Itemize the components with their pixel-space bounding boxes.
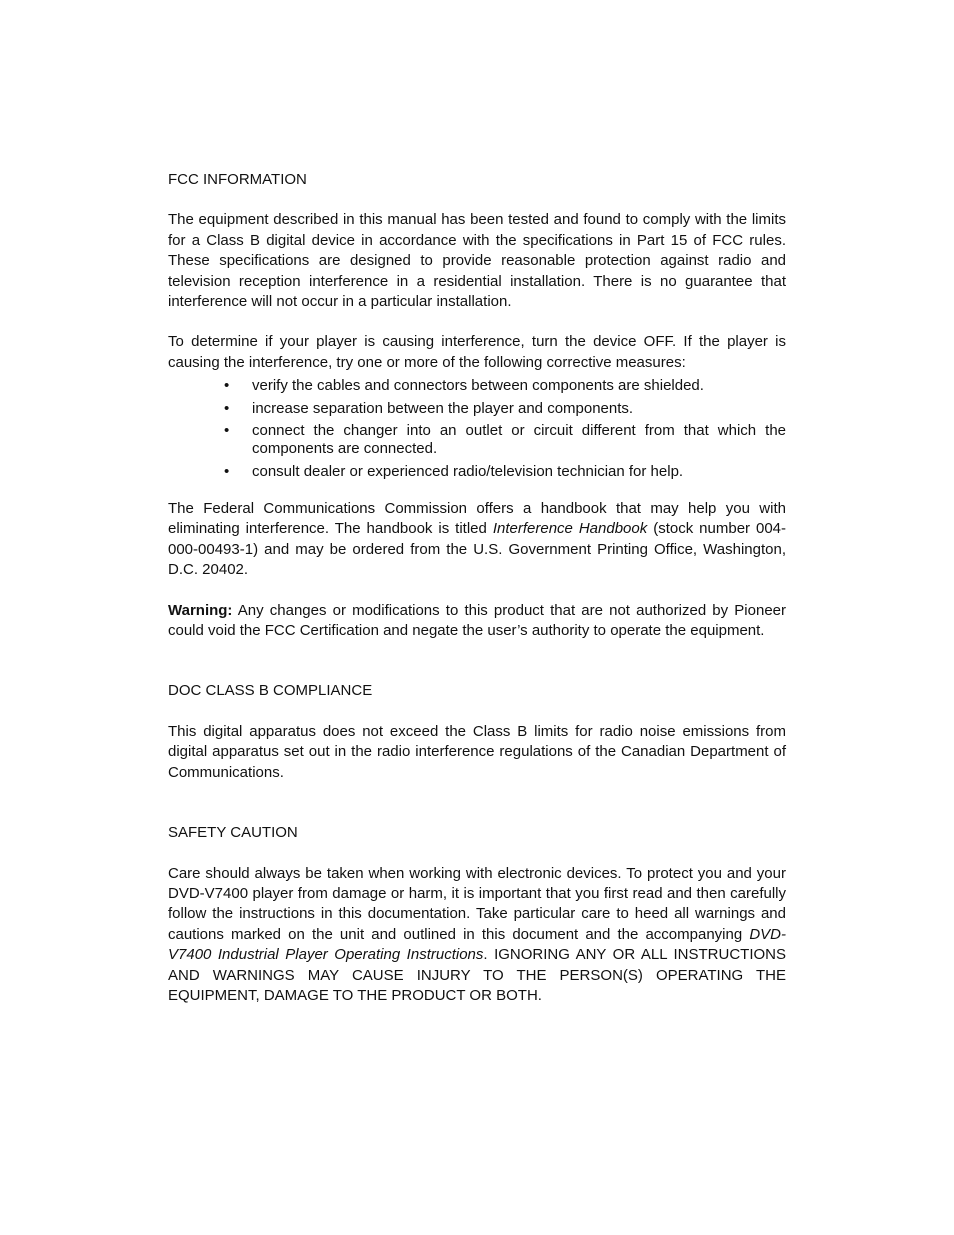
bullet-icon: • (224, 422, 230, 440)
fcc-heading: FCC INFORMATION (168, 171, 307, 188)
handbook-title: Interference Handbook (492, 520, 648, 538)
safety-text-before: Care should always be taken when working with electronic devices. To protect you and your DVD-V7400 player from damage or harm, it is important that you first read and then carefully follow the instructions in this documentation. Take particular care to heed all warnings and cautions marked on the unit and outlined in this document and the accompanying (168, 864, 786, 943)
list-item (168, 400, 786, 418)
list-item-text: increase separation between the player and components. (252, 399, 634, 417)
list-item (168, 463, 786, 481)
handbook-text-after: (stock number 004-000-00493-1) and may be ordered from the U.S. Government Printing Office, Washington, D.C. 20402. (168, 520, 787, 579)
document-page (168, 170, 786, 1006)
list-item-text: connect the changer into an outlet or circuit different from that which the components are connected. (252, 422, 786, 458)
doc-paragraph: This digital apparatus does not exceed the Class B limits for radio noise emissions from digital apparatus set out in the radio interference regulations of the Canadian Department of Communications. (168, 722, 786, 781)
fcc-paragraph-determine: To determine if your player is causing interference, turn the device OFF. If the player is causing the interference, try one or more of the following corrective measures: (168, 333, 786, 371)
fcc-paragraph-handbook (168, 499, 786, 581)
fcc-paragraph-compliance: The equipment described in this manual has been tested and found to comply with the limits for a Class B digital device in accordance with the specifications in Part 15 of FCC rules. These specifications are designed to provide reasonable protection against radio and television reception interference in a residential installation. There is no guarantee that interference will not occur in a particular installation. (168, 211, 786, 311)
bullet-icon: • (224, 377, 230, 395)
safety-paragraph (168, 864, 786, 1007)
list-item (168, 422, 786, 458)
bullet-icon: • (224, 399, 230, 417)
handbook-text-before: The Federal Communications Commission offers a handbook that may help you with eliminating interference. The handbook is titled (168, 500, 786, 538)
operating-instructions-title: DVD-V7400 Industrial Player Operating Instructions (168, 925, 786, 964)
warning-text: Any changes or modifications to this product that are not authorized by Pioneer could void the FCC Certification and negate the user’s authority to operate the equipment. (168, 601, 786, 640)
bullet-icon: • (224, 463, 230, 481)
safety-text-after: . IGNORING ANY OR ALL INSTRUCTIONS AND WARNINGS MAY CAUSE INJURY TO THE PERSON(S) OPERATING THE EQUIPMENT, DAMAGE TO THE PRODUCT OR BOTH. (168, 946, 787, 1004)
warning-label: Warning: (168, 601, 233, 619)
safety-heading: SAFETY CAUTION (168, 824, 298, 842)
list-item-text: consult dealer or experienced radio/television technician for help. (252, 463, 684, 481)
doc-heading: DOC CLASS B COMPLIANCE (168, 682, 373, 700)
list-item-text: verify the cables and connectors between components are shielded. (252, 377, 704, 395)
corrective-measures-list (168, 377, 786, 481)
fcc-warning-paragraph (168, 601, 786, 642)
list-item (168, 377, 786, 395)
